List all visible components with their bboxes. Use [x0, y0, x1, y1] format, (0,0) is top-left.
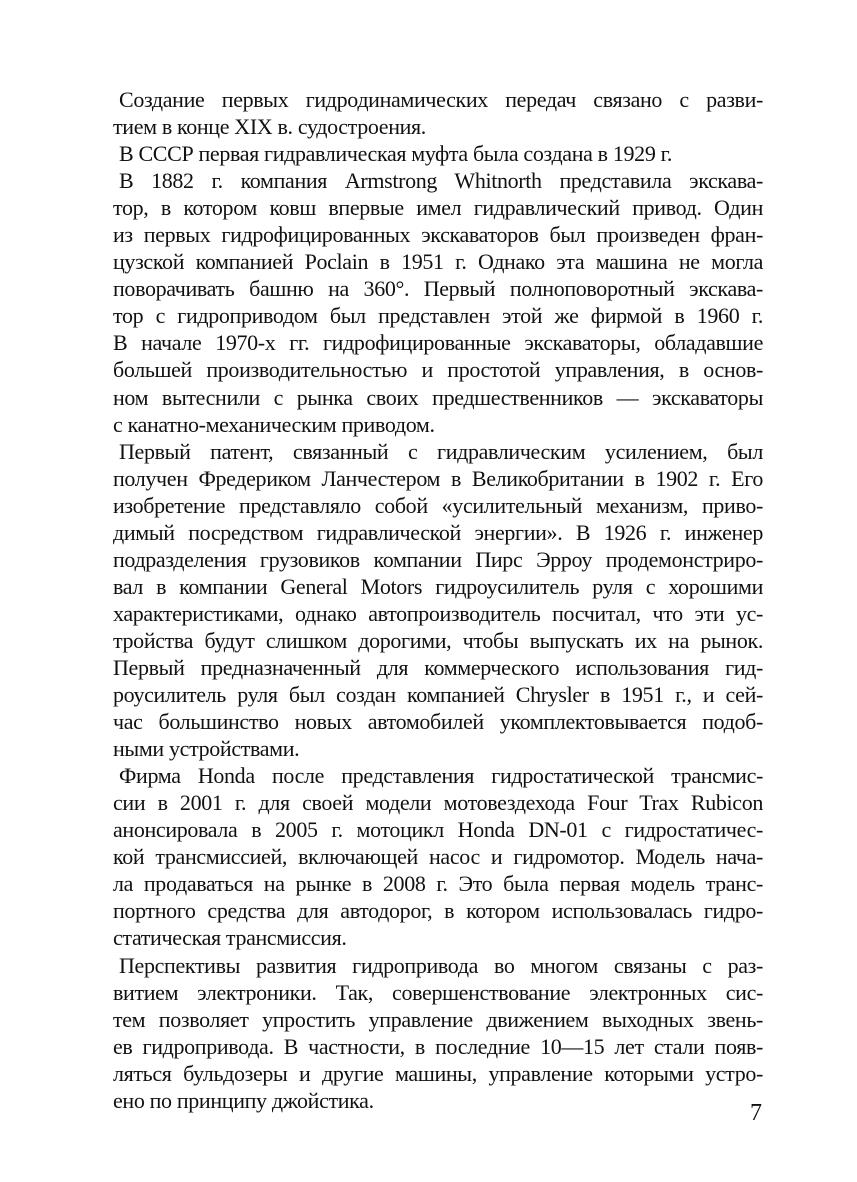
- text-line: тор с гидроприводом был представлен этой же фирмой в 1960 г.: [113, 303, 763, 329]
- text-line: тор, в котором ковш впервые имел гидравлический привод. Один: [113, 195, 763, 221]
- paragraph: [113, 438, 763, 763]
- text-line: цузской компанией Poclain в 1951 г. Однако эта машина не могла: [113, 249, 763, 275]
- text-line: тем позволяет упростить управление движением выходных звень-: [113, 1006, 763, 1032]
- text-line: кой трансмиссией, включающей насос и гидромотор. Модель нача-: [113, 844, 763, 870]
- text-line: ном вытеснили с рынка своих предшественников — экскаваторы: [113, 384, 763, 410]
- page-number: 7: [750, 1100, 762, 1126]
- text-line: ев гидропривода. В частности, в последние 10—15 лет стали появ-: [113, 1033, 763, 1059]
- text-line: большей производительностью и простотой управления, в основ-: [113, 357, 763, 383]
- text-line: с канатно-механическим приводом.: [113, 411, 435, 437]
- text-line: поворачивать башню на 360°. Первый полноповоротный экскава-: [113, 276, 763, 302]
- text-line: Создание первых гидродинамических передач связано с разви-: [119, 87, 763, 112]
- paragraph: [113, 762, 763, 951]
- text-line: роусилитель руля был создан компанией Chrysler в 1951 г., и сей-: [113, 682, 763, 708]
- text-line: тием в конце XIX в. судостроения.: [113, 114, 426, 140]
- text-line: час большинство новых автомобилей укомплектовывается подоб-: [113, 709, 763, 735]
- text-line: характеристиками, однако автопроизводитель посчитал, что эти ус-: [113, 600, 763, 626]
- text-line: тройства будут слишком дорогими, чтобы выпускать их на рынок.: [113, 627, 763, 653]
- text-line: ла продаваться на рынке в 2008 г. Это была первая модель транс-: [113, 871, 763, 897]
- text-line: сии в 2001 г. для своей модели мотовездехода Four Trax Rubicon: [113, 790, 763, 816]
- text-line: статическая трансмиссия.: [113, 925, 347, 951]
- text-line: ляться бульдозеры и другие машины, управление которыми устро-: [113, 1060, 763, 1086]
- text-line: Первый предназначенный для коммерческого использования гид-: [113, 654, 763, 680]
- text-line: ными устройствами.: [113, 736, 300, 762]
- text-line: В 1882 г. компания Armstrong Whitnorth представила экскава-: [119, 168, 763, 194]
- text-line: изобретение представляло собой «усилительный механизм, приво-: [113, 492, 763, 518]
- text-line: Фирма Honda после представления гидростатической трансмис-: [119, 763, 763, 789]
- text-line: Первый патент, связанный с гидравлическим усилением, был: [119, 438, 763, 464]
- body-text: [113, 86, 763, 1114]
- paragraph: [113, 952, 763, 1114]
- text-line: В начале 1970-х гг. гидрофицированные экскаваторы, обладавшие: [113, 330, 763, 356]
- paragraph: [113, 86, 763, 140]
- text-line: витием электроники. Так, совершенствование электронных сис-: [113, 979, 763, 1005]
- text-line: получен Фредериком Ланчестером в Великобритании в 1902 г. Его: [113, 465, 763, 491]
- text-line: вал в компании General Motors гидроусилитель руля с хорошими: [113, 573, 763, 599]
- paragraph: [113, 140, 763, 167]
- text-line: из первых гидрофицированных экскаваторов был произведен фран-: [113, 222, 763, 248]
- text-line: ено по принципу джойстика.: [113, 1087, 374, 1113]
- text-line: В СССР первая гидравлическая муфта была создана в 1929 г.: [119, 141, 672, 167]
- text-line: анонсировала в 2005 г. мотоцикл Honda DN-01 с гидростатичес-: [113, 817, 763, 843]
- text-line: Перспективы развития гидропривода во многом связаны с раз-: [119, 952, 763, 978]
- text-line: подразделения грузовиков компании Пирс Эрроу продемонстриро-: [113, 546, 763, 572]
- text-line: портного средства для автодорог, в котором использовалась гидро-: [113, 898, 763, 924]
- paragraph: [113, 167, 763, 437]
- text-line: димый посредством гидравлической энергии». В 1926 г. инженер: [113, 519, 763, 545]
